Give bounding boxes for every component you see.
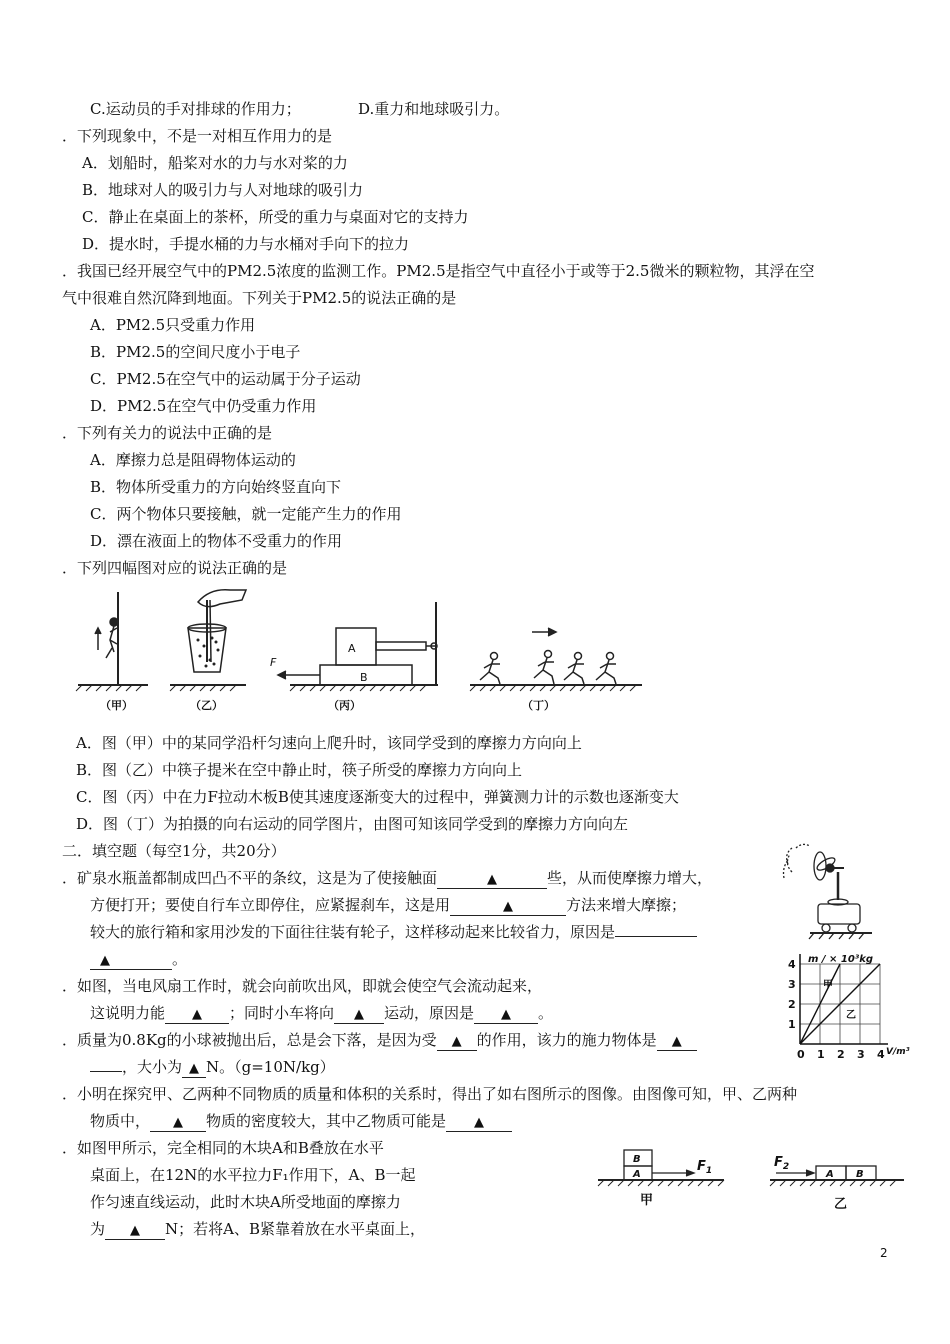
option-b: B．物体所受重力的方向始终竖直向下: [90, 478, 342, 496]
block-b-label: B: [856, 1169, 864, 1180]
answer-blank[interactable]: ▲: [437, 1032, 477, 1051]
option-b: B．图（乙）中筷子提米在空中静止时，筷子所受的摩擦力方向向上: [76, 761, 523, 779]
caption-jia: （甲）: [100, 699, 133, 712]
block-b-label: B: [360, 671, 368, 684]
x-tick-label: 1: [817, 1048, 825, 1060]
option-c: C．PM2.5在空气中的运动属于分子运动: [90, 370, 361, 388]
question-stem: ．下列有关力的说法中正确的是: [62, 424, 273, 442]
block-a-label: A: [633, 1169, 641, 1180]
caption-ding: （丁）: [522, 699, 555, 712]
force-f-label: F: [270, 656, 277, 669]
option-b: B．地球对人的吸引力与人对地球的吸引力: [82, 181, 364, 199]
answer-blank[interactable]: ▲: [165, 1005, 229, 1024]
option-d: D．图（丁）为拍摄的向右运动的同学图片，由图可知该同学受到的摩擦力方向向左: [76, 815, 629, 833]
option-d: D．PM2.5在空气中仍受重力作用: [90, 397, 317, 415]
force-f2-label: $F_2$: [774, 1155, 790, 1172]
x-tick-label: 3: [857, 1048, 865, 1060]
question-stem: ．我国已经开展空气中的PM2.5浓度的监测工作。PM2.5是指空气中直径小于或等于2.5微米的颗粒物，其浮在空: [62, 262, 815, 280]
option-d: D．提水时，手提水桶的力与水桶对手向下的拉力: [82, 235, 410, 253]
answer-blank[interactable]: ▲: [446, 1113, 512, 1132]
y-tick-label: 3: [788, 978, 796, 991]
question-line: ．如图，当电风扇工作时，就会向前吹出风，即就会使空气会流动起来，: [62, 977, 543, 995]
series-label-jia: 甲: [823, 980, 833, 991]
answer-blank[interactable]: ▲: [474, 1005, 538, 1024]
option-d: D．漂在液面上的物体不受重力的作用: [90, 532, 343, 550]
x-tick-label: 0: [797, 1048, 805, 1060]
question-line: ．小明在探究甲、乙两种不同物质的质量和体积的关系时，得出了如右图所示的图像。由图像可知，甲、乙两种: [62, 1085, 798, 1103]
answer-blank[interactable]: [90, 1071, 122, 1072]
page-number: 2: [880, 1246, 888, 1260]
option-c: C．图（丙）中在力F拉动木板B使其速度逐渐变大的过程中，弹簧测力计的示数也逐渐变大: [76, 788, 679, 806]
block-a-label: A: [826, 1169, 834, 1180]
question-stem-cont: 气中很难自然沉降到地面。下列关于PM2.5的说法正确的是: [62, 289, 457, 307]
answer-blank[interactable]: ▲: [90, 951, 172, 970]
block-a-label: A: [348, 642, 356, 655]
caption-bing: （丙）: [328, 699, 361, 712]
y-tick-label: 1: [788, 1018, 796, 1031]
x-tick-label: 2: [837, 1048, 845, 1060]
question-line: 为 ▲ N；若将A、B紧靠着放在水平桌面上，: [90, 1220, 425, 1238]
answer-blank[interactable]: ▲: [657, 1032, 697, 1051]
question-line: ．质量为0.8Kg的小球被抛出后，总是会下落，是因为受 ▲ 的作用，该力的施力物体是 ▲: [62, 1030, 697, 1051]
question-line: 物质中， ▲ 物质的密度较大，其中乙物质可能是 ▲: [90, 1111, 512, 1132]
y-axis-label: m / × 10³kg: [808, 954, 873, 965]
force-f1-label: $F_1$: [697, 1159, 713, 1176]
option-a: A．划船时，船桨对水的力与水对桨的力: [82, 154, 348, 172]
option-d-prev: D.重力和地球吸引力。: [358, 100, 510, 118]
option-c: C．静止在桌面上的茶杯，所受的重力与桌面对它的支持力: [82, 208, 469, 226]
answer-blank[interactable]: ▲: [105, 1221, 165, 1240]
caption-yi: （乙）: [190, 699, 223, 712]
x-tick-label: 4: [877, 1048, 885, 1060]
question-line: ▲ 。: [90, 949, 187, 970]
series-label-yi: 乙: [846, 1010, 856, 1021]
question-line: ．矿泉水瓶盖都制成凹凸不平的条纹，这是为了使接触面 ▲ 些，从而使摩擦力增大，: [62, 869, 713, 887]
question-line: 较大的旅行箱和家用沙发的下面往往装有轮子，这样移动起来比较省力，原因是: [90, 922, 697, 942]
caption-yi: 乙: [834, 1197, 848, 1212]
answer-blank[interactable]: ▲: [437, 870, 547, 889]
fan-cart-figure: [782, 838, 878, 942]
option-a: A．PM2.5只受重力作用: [90, 316, 256, 334]
option-b: B．PM2.5的空间尺度小于电子: [90, 343, 301, 361]
block-b-label: B: [633, 1154, 641, 1165]
option-c-prev: C.运动员的手对排球的作用力；: [90, 100, 301, 118]
question-line: 这说明力能 ▲ ；同时小车将向 ▲ 运动，原因是 ▲ 。: [90, 1004, 554, 1022]
question-line: 桌面上，在12N的水平拉力F₁作用下，A、B一起: [90, 1166, 416, 1184]
x-axis-label: V/m³: [886, 1047, 910, 1057]
answer-blank[interactable]: ▲: [182, 1059, 206, 1078]
answer-blank[interactable]: [615, 936, 697, 937]
y-tick-label: 2: [788, 998, 796, 1011]
question-line: 作匀速直线运动，此时木块A所受地面的摩擦力: [90, 1193, 401, 1211]
section-title: 二．填空题（每空1分，共20分）: [62, 842, 286, 860]
caption-jia: 甲: [640, 1193, 654, 1208]
option-a: A．摩擦力总是阻碍物体运动的: [90, 451, 296, 469]
question-line: 方便打开；要使自行车立即停住，应紧握刹车，这是用 ▲ 方法来增大摩擦；: [90, 896, 687, 914]
question-stem: ．下列四幅图对应的说法正确的是: [62, 559, 288, 577]
stacked-blocks-figure: [594, 1140, 914, 1216]
question-line: ．如图甲所示，完全相同的木块A和B叠放在水平: [62, 1139, 384, 1157]
question-line: ，大小为 ▲ N。（g=10N/kg）: [90, 1057, 335, 1078]
y-tick-label: 4: [788, 958, 796, 971]
option-c: C．两个物体只要接触，就一定能产生力的作用: [90, 505, 402, 523]
answer-blank[interactable]: ▲: [334, 1005, 384, 1024]
question-stem: ．下列现象中，不是一对相互作用力的是: [62, 127, 333, 145]
answer-blank[interactable]: ▲: [450, 897, 566, 916]
option-a: A．图（甲）中的某同学沿杆匀速向上爬升时，该同学受到的摩擦力方向向上: [76, 734, 582, 752]
density-graph: [784, 950, 920, 1060]
answer-blank[interactable]: ▲: [150, 1113, 206, 1132]
